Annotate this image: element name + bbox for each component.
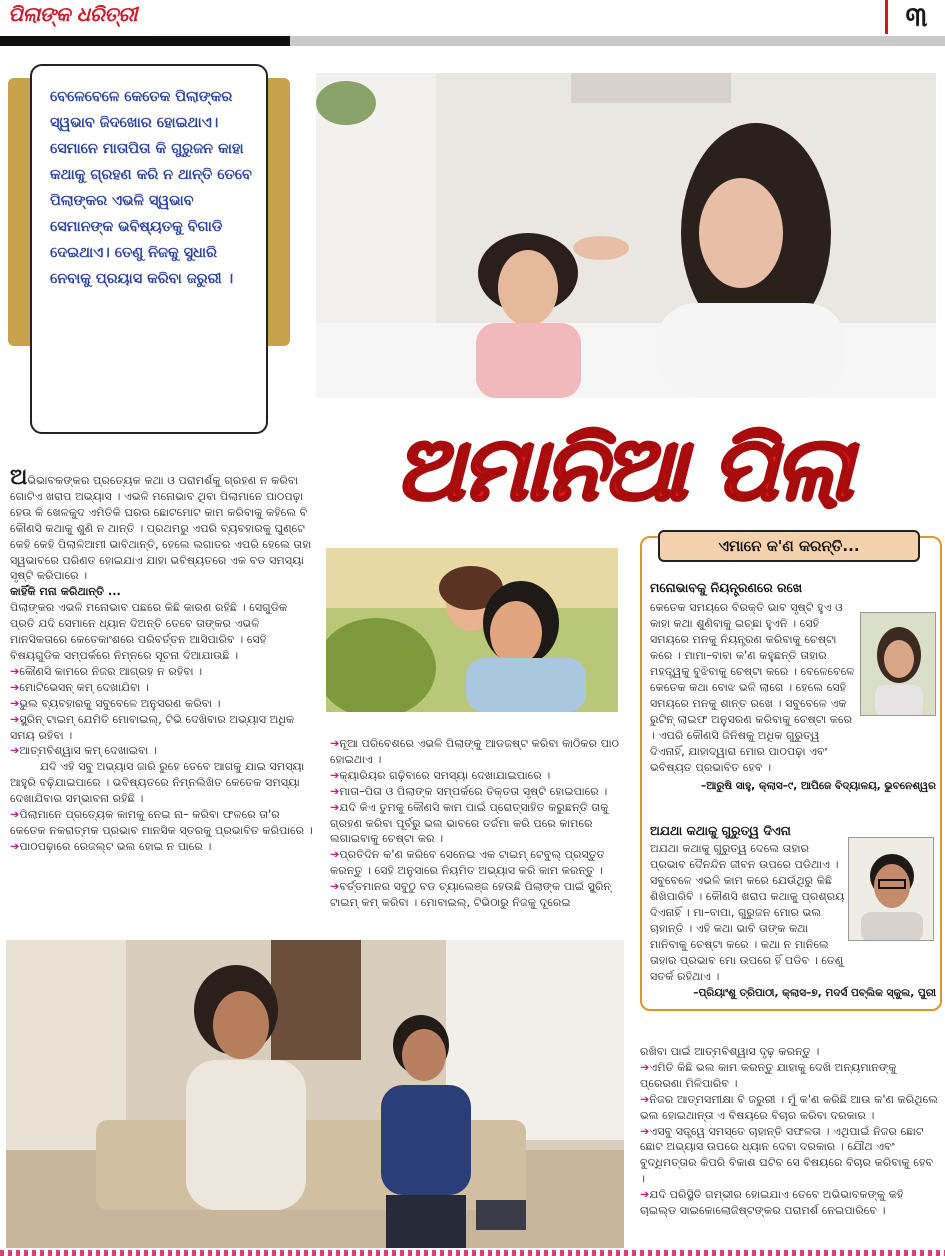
sidebar-box: [640, 536, 942, 1011]
bullet-item: ➔ଆତ୍ମବିଶ୍ୱାସ କମ୍ ଦେଖାଇବା ।: [10, 744, 157, 758]
sidebar-item-1-signature: –ଆରୁଷି ସାହୁ, କ୍ଲାସ–୯, ଆପିଜେ ବିଦ୍ୟାଳୟ, ଭୁବନେଶ୍ୱର: [701, 780, 936, 792]
student-photo-2: [848, 837, 934, 941]
arrow-bullet-icon: ➔: [10, 839, 20, 853]
bullet-item: ➔ବର୍ତ୍ତମାନର ସବୁଠୁ ବଡ ଚ୍ୟାଲେଞ୍ଜ ହେଉଛି ପିଲାଙ୍କ ପାଇଁ ସ୍କ୍ରିନ୍ ଟାଇମ୍ କମ୍ କରିବା । ମୋବାଇଲ୍, ଟିଭିଠାରୁ ନିଜକୁ ଦୂରେଇ: [330, 880, 612, 910]
bullet-item: ➔ପାଠପଢ଼ାରେ ରେଜଲ୍ଟ ଭଲ ହୋଇ ନ ପାରେ ।: [10, 839, 212, 853]
arrow-bullet-icon: ➔: [640, 1092, 650, 1106]
sidebar-item-2: [650, 823, 936, 1000]
drop-cap: ଅ: [10, 465, 28, 490]
col1-para1: ଅଭିଭାବକଙ୍କର ପ୍ରତ୍ୟେକ କଥା ଓ ପରାମର୍ଶକୁ ଗ୍ରହଣ ନ କରିବା ଗୋଟିଏ ଖରାପ ଅଭ୍ୟାସ । ଏଭଳି ମନୋଭାବ ଥିବା ପିଲାମାନେ ପାଠପଢ଼ା ହେଉ କି ଖେଳକୁଦ ଏମିତିକି ଘରର ଛୋଟମୋଟ କାମ କରିବାକୁ କହିଲେ ବି କୌଣସି କଥାକୁ ଶୁଣି ନ ଥାନ୍ତି । ପ୍ରଥମରୁ ଏପରି ବ୍ୟବହାରକୁ ଘୁଣ୍ଟେ କେହି କେହି ପିଲାଳିଆମୀ ଭାବିଥାନ୍ତି, ହେଲେ ଲଗାତର ଏପରି ହେଲେ ତାହା ସ୍ୱଭାବରେ ପରିଣତ ହୋଇଯାଏ ଯାହା ଭବିଷ୍ୟତରେ ଏକ ବଡ ସମସ୍ୟା ସୃଷ୍ଟି କରିପାରେ ।: [10, 465, 312, 583]
bullet-item: ➔ପ୍ରତିଦିନ କ'ଣ କରିବେ ସେନେଇ ଏକ ଟାଇମ୍ ଟେବୁଲ୍ ପ୍ରସ୍ତୁତ କରନ୍ତୁ । ସେହି ଅନୁସାରେ ନିୟମିତ ଅଭ୍ୟାସ କରି କାମ କରନ୍ତୁ ।: [330, 848, 605, 878]
arrow-bullet-icon: ➔: [10, 680, 20, 694]
sidebar-item-2-text: ଅଯଥା କଥାକୁ ଗୁରୁତ୍ୱ ଦେଲେ ତାହାର ପ୍ରଭାବ ଦୈନନ୍ଦିନ ଜୀବନ ଉପରେ ପଡିଥାଏ । ସବୁବେଳେ ଏଭଳି କାମ କରେ ଯେଉଁଥିରୁ କିଛି ଶିଖିପାରିବି । କୌଣସି ଖରାପ କଥାକୁ ପ୍ରଶ୍ରୟ ଦିଏନାହିଁ । ମା–ବାପା, ଗୁରୁଜନ ମୋର ଭଲ ଚାହାନ୍ତି । ଏହି କଥା ଭାବି ତାଙ୍କ କଥା ମାନିବାକୁ ଚେଷ୍ଟା କରେ । କଥା ନ ମାନିଲେ ତାହାର ପ୍ରଭାବ ମୋ ଉପରେ ହିଁ ପଡିବ । ତେଣୁ ସତର୍କ ରହିଥାଏ ।: [650, 842, 845, 983]
column-1: [10, 465, 315, 855]
col1-para3: ଯଦି ଏହି ସବୁ ଅଭ୍ୟାସ ଜାରି ରୁହେ ତେବେ ଆଗକୁ ଯାଇ ସମସ୍ୟା ଆହୁରି ବଢ଼ିଯାଇପାରେ । ଭବିଷ୍ୟତରେ ନିମ୍ନଲିଖିତ କେତେକ ସମସ୍ୟା ଦେଖାଯିବାର ସମ୍ଭାବନା ରହିଛି ।: [10, 760, 305, 806]
mother-son-photo: [6, 940, 624, 1248]
sidebar-item-2-signature: –ପ୍ରିୟାଂଶୁ ତ୍ରିପାଠୀ, କ୍ଲାସ–୭, ମଦର୍ସ ପବ୍ଲିକ ସ୍କୁଲ, ପୁରୀ: [693, 987, 936, 999]
student-photo-1: [860, 612, 936, 716]
col3-bullet-list: [640, 1060, 938, 1219]
bullet-item: ➔ଭୁଲ ବ୍ୟବହାରକୁ ସବୁବେଳେ ଅନୁସରଣ କରିବା ।: [10, 696, 221, 710]
sidebar-item-1: [650, 580, 936, 793]
arrow-bullet-icon: ➔: [10, 696, 20, 710]
intro-box: [30, 64, 268, 434]
arrow-bullet-icon: ➔: [330, 880, 340, 894]
column-2: [330, 736, 625, 911]
arrow-bullet-icon: ➔: [330, 768, 340, 782]
bullet-item: ➔ଏମିତି କିଛି ଭଲ କାମ କରନ୍ତୁ ଯାହାକୁ ଦେଖି ଅନ୍ୟମାନଙ୍କୁ ପ୍ରେରଣା ମିଳିପାରିବ ।: [640, 1060, 897, 1090]
col1-para2: ପିଲାଙ୍କର ଏଭଳି ମନୋଭାବ ପଛରେ କିଛି କାରଣ ରହିଛି । ସେଗୁଡିକ ପ୍ରତି ଯଦି ସେମାନେ ଧ୍ୟାନ ଦିଅନ୍ତି ତେବେ ତାଙ୍କର ଏଭଳି ମାନସିକତାରେ କେତେକାଂଶରେ ପରିବର୍ତ୍ତନ ଆସିପାରିବ । ସେହି ବିଷୟଗୁଡିକ ସମ୍ପର୍କରେ ନିମ୍ନରେ ସୂଚନା ଦିଆଯାଉଛି ।: [10, 601, 288, 662]
bullet-item: ➔କୌଣସି କାମରେ ନିଜର ଆଗ୍ରହ ନ ରହିବା ।: [10, 664, 203, 678]
bottom-rule: [0, 1250, 945, 1256]
section-logo: ପିଲାଙ୍କ ଧରିତ୍ରୀ: [8, 2, 138, 26]
bullet-item: ➔ଯଦି ପରିସ୍ଥିତି ଗମ୍ଭୀର ହୋଇଯାଏ ତେବେ ଅଭିଭାବକଙ୍କୁ କହି ଚାଇଲ୍ଡ ସାଇକୋଲୋଜିଷ୍ଟଙ୍କର ପରାମର୍ଶ ନେଇପାରିବେ ।: [640, 1188, 904, 1218]
intro-text: ବେଳେବେଳେ କେତେକ ପିଲାଙ୍କର ସ୍ୱଭାବ ଜିଦଖୋର ହୋଇଥାଏ। ସେମାନେ ମାତାପିତା କି ଗୁରୁଜନ କାହା କଥାକୁ ଗ୍ରହଣ କରି ନ ଥାନ୍ତି ତେବେ ପିଲାଙ୍କର ଏଭଳି ସ୍ୱଭାବ ସେମାନଙ୍କ ଭବିଷ୍ୟତକୁ ବିଗାଡି ଦେଇଥାଏ। ତେଣୁ ନିଜକୁ ସୁଧାରି ନେବାକୁ ପ୍ରୟାସ କରିବା ଜରୁରୀ ।: [50, 89, 252, 287]
arrow-bullet-icon: ➔: [640, 1124, 650, 1138]
col2-bullet-list: [330, 736, 625, 911]
headline: ଅମାନିଆ ପିଲା: [395, 417, 850, 520]
sidebar-item-2-title: ଅଯଥା କଥାକୁ ଗୁରୁତ୍ୱ ଦିଏନା: [650, 823, 791, 838]
sidebar-item-1-text: କେତେକ ସମୟରେ ବିରକ୍ତି ଭାବ ସୃଷ୍ଟି ହୁଏ ଓ କାହା କଥା ଶୁଣିବାକୁ ଇଚ୍ଛା ହୁଏନି । ସେହି ସମୟରେ ମନକୁ ନିୟନ୍ତ୍ରଣ କରିବାକୁ ଚେଷ୍ଟା କରେ । ମାମା–ବାବା କ'ଣ କହୁଛନ୍ତି ତାହାର ମହତ୍ତ୍ୱକୁ ବୁଝିବାକୁ ଚେଷ୍ଟା କରେ । ବେଳେବେଳେ କେତେକ କଥା ବୋଝ ଭଳି ଲାଗେ । ହେଲେ ସେହି ସମୟରେ ମନକୁ ଶାନ୍ତ ରଖେ । ସବୁବେଳେ ଏକ ରୁଟିନ୍ ଲାଇଫ ଅନୁସରଣ କରିବାକୁ ଚେଷ୍ଟା କରେ । ଏପରି କୌଣସି ଜିନିଷକୁ ଅଧିକ ଗୁରୁତ୍ୱ ଦିଏନାହିଁ, ଯାହାଦ୍ୱାରା ମୋର ପାଠପଢ଼ା ଏବଂ ଭବିଷ୍ୟତ ପ୍ରଭାବିତ ହେବ ।: [650, 601, 855, 774]
arrow-bullet-icon: ➔: [10, 744, 20, 758]
bullet-item: ➔ନୂଆ ପରିବେଶରେ ଏଭଳି ପିଲାଙ୍କୁ ଆଡଜଷ୍ଟ କରିବା କାଠିକର ପାଠ ହୋଇଥାଏ ।: [330, 737, 620, 766]
col1-subhead: କାହିଁକି ମନା କରିଥାନ୍ତି ...: [10, 585, 121, 599]
arrow-bullet-icon: ➔: [10, 808, 20, 822]
bullet-item: ➔ସ୍କ୍ରିନ୍ ଟାଇମ୍ ଯେମିତି ମୋବାଇଲ୍, ଟିଭି ଦେଖିବାର ଅଭ୍ୟାସ ଅଧିକ ସମୟ ରହିବା ।: [10, 712, 295, 742]
column-3: [640, 1044, 938, 1219]
page-number: ୩: [885, 0, 945, 34]
bullet-item: ➔ପିଲାମାନେ ପ୍ରତ୍ୟେକ କାମକୁ ନେଇ ନା– କରିବା ଫଳରେ ତା'ର କେତେକ ନକରାତ୍ମକ ପ୍ରଭାବ ମାନସିକ ସ୍ତରକୁ ପ୍ରଭାବିତ କରିପାରେ ।: [10, 808, 313, 837]
hero-photo: [316, 73, 936, 398]
col1-bullet-list-2: [10, 807, 315, 855]
arrow-bullet-icon: ➔: [330, 848, 340, 862]
bullet-item: ➔ମୋଟିଭେସନ୍ କମ୍ ଦେଖାଯିବା ।: [10, 680, 149, 694]
mother-daughter-photo: [326, 548, 618, 712]
arrow-bullet-icon: ➔: [330, 737, 340, 750]
arrow-bullet-icon: ➔: [10, 712, 20, 726]
col1-bullet-list: [10, 664, 315, 759]
bullet-item: ➔ନିଜର ଆତ୍ମସମୀକ୍ଷା ବି ଜରୁରୀ । ମୁଁ କ'ଣ କରିଛି ଆଉ କ'ଣ କରିଥିଲେ ଭଲ ହୋଇଥାନ୍ତା ଏ ବିଷୟରେ ବିଚାର କରିବା ଦରକାର ।: [640, 1092, 938, 1122]
sidebar-heading: ଏମାନେ କ'ଣ କରନ୍ତି...: [658, 530, 920, 562]
masthead-rule: [0, 36, 945, 46]
bullet-item: ➔କ୍ୟାରିୟର ଗଢ଼ିବାରେ ସମସ୍ୟା ଦେଖାଯାଇପାରେ ।: [330, 768, 551, 782]
arrow-bullet-icon: ➔: [640, 1188, 650, 1202]
arrow-bullet-icon: ➔: [640, 1060, 650, 1074]
arrow-bullet-icon: ➔: [10, 664, 20, 678]
col3-intro: ରଖିବା ପାଇଁ ଆତ୍ମବିଶ୍ୱାସ ଦୃଢ଼ କରନ୍ତୁ ।: [640, 1045, 820, 1058]
sidebar-item-1-title: ମନୋଭାବକୁ ନିୟନ୍ତ୍ରଣରେ ରଖେ: [650, 580, 803, 595]
arrow-bullet-icon: ➔: [330, 800, 340, 814]
bullet-item: ➔ଯଦି କିଏ ତୁମକୁ କୌଣସି କାମ ପାଇଁ ପ୍ରୋତ୍ସାହିତ କରୁଛନ୍ତି ତାକୁ ଗ୍ରହଣ କରିବା ପୂର୍ବରୁ ଭଲ ଭାବରେ ତର୍ଜମା କରି ପରେ କାମରେ ଲଗାଇବାକୁ ଚେଷ୍ଟା କର ।: [330, 800, 609, 846]
arrow-bullet-icon: ➔: [330, 784, 340, 798]
bullet-item: ➔ଏସବୁ ସତ୍ତ୍ୱେ ସମସ୍ତେ ଚାହାନ୍ତି ସଫଳତା । ଏଥିପାଇଁ ନିଜର ଛୋଟ ଛୋଟ ଅଭ୍ୟାସ ଉପରେ ଧ୍ୟାନ ଦେବା ଦରକାର । ଯୌଥ ଏବଂ ବୁଦ୍ଧିମତ୍ତାର କିପରି ବିକାଶ ଘଟିବ ସେ ବିଷୟରେ ବିଚାର କରିବାକୁ ହେବ ।: [640, 1124, 934, 1186]
bullet-item: ➔ମାତା–ପିତା ଓ ପିଲାଙ୍କ ସମ୍ପର୍କରେ ତିକ୍ତତା ସୃଷ୍ଟି ହୋଇପାରେ ।: [330, 784, 608, 798]
